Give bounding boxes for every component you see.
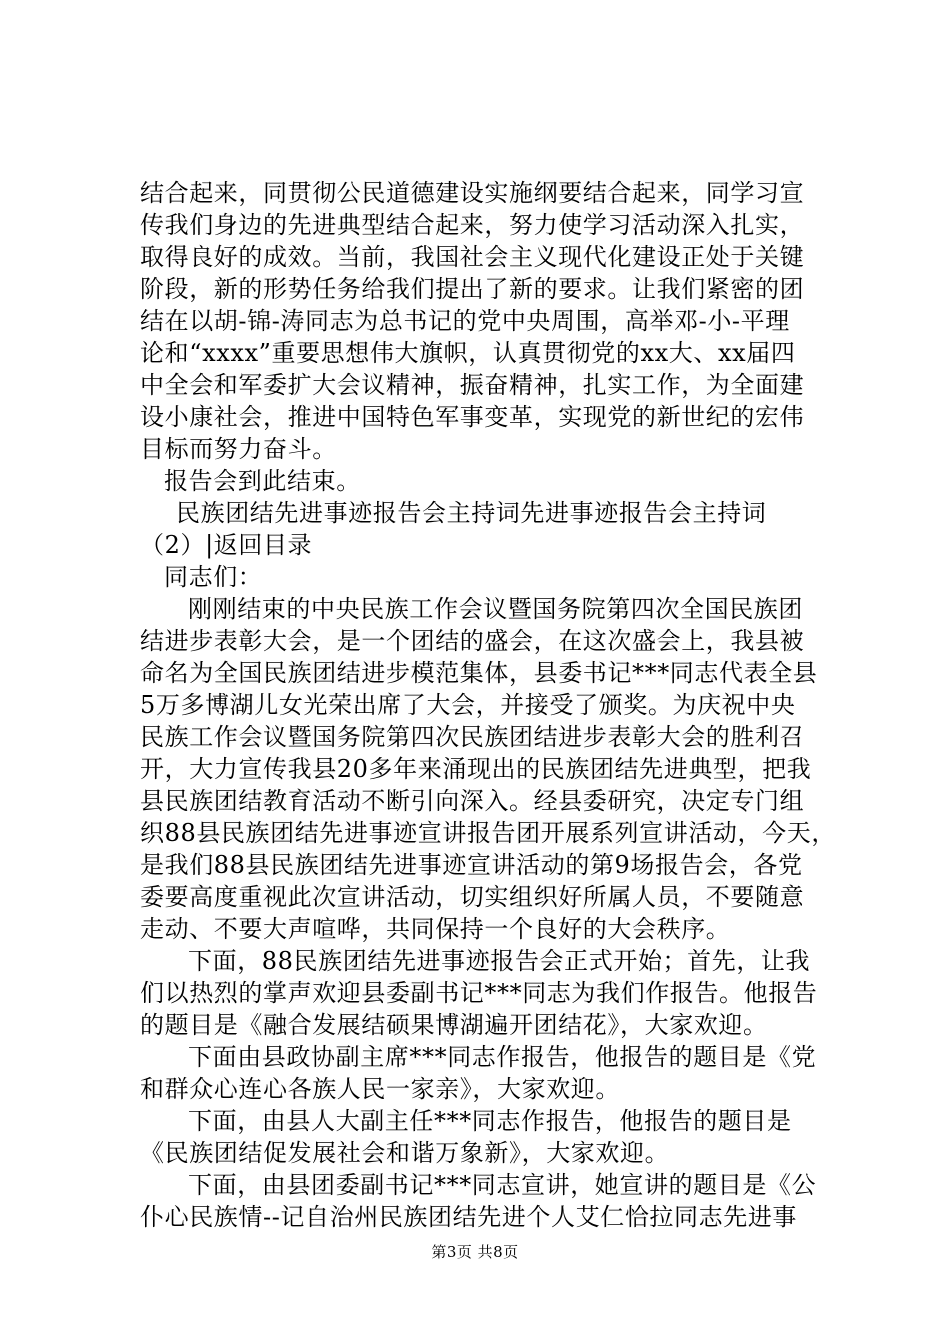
page-number-footer: 第3页 共8页	[431, 1243, 519, 1261]
text-line: 县民族团结教育活动不断引向深入。经县委研究，决定专门组	[140, 787, 805, 815]
text-line: 刚刚结束的中央民族工作会议暨国务院第四次全国民族团	[188, 595, 803, 623]
text-line: 《民族团结促发展社会和谐万象新》，大家欢迎。	[140, 1139, 670, 1167]
salutation: 同志们：	[164, 563, 263, 591]
text-line: 阶段，新的形势任务给我们提出了新的要求。让我们紧密的团	[140, 275, 805, 303]
text-line: 结进步表彰大会，是一个团结的盛会，在这次盛会上，我县被	[140, 627, 805, 655]
text-line: 下面由县政协副主席***同志作报告，他报告的题目是《党	[188, 1043, 817, 1071]
section-heading: 民族团结先进事迹报告会主持词先进事迹报告会主持词	[176, 499, 767, 527]
text-line: 的题目是《融合发展结硕果博湖遍开团结花》，大家欢迎。	[140, 1011, 768, 1039]
text-line: 结合起来，同贯彻公民道德建设实施纲要结合起来，同学习宣	[140, 179, 805, 207]
text-line: 走动、不要大声喧哗，共同保持一个良好的大会秩序。	[140, 915, 731, 943]
text-line: 仆心民族情--记自治州民族团结先进个人艾仁恰拉同志先进事	[140, 1203, 798, 1231]
document-body	[140, 177, 840, 1233]
text-line: 5万多博湖儿女光荣出席了大会，并接受了颁奖。为庆祝中央	[140, 691, 796, 719]
text-line: 下面，由县人大副主任***同志作报告，他报告的题目是	[188, 1107, 792, 1135]
text-line: 传我们身边的先进典型结合起来，努力使学习活动深入扎实，	[140, 211, 805, 239]
text-line: 取得良好的成效。当前，我国社会主义现代化建设正处于关键	[140, 243, 805, 271]
section-heading-continued: （2）|返回目录	[140, 531, 313, 559]
text-line: 是我们88县民族团结先进事迹宣讲活动的第9场报告会，各党	[140, 851, 803, 879]
text-line: 委要高度重视此次宣讲活动，切实组织好所属人员，不要随意	[140, 883, 805, 911]
text-line: 下面，由县团委副书记***同志宣讲，她宣讲的题目是《公	[188, 1171, 817, 1199]
text-line: 目标而努力奋斗。	[140, 435, 337, 463]
closing-line: 报告会到此结束。	[164, 467, 361, 495]
text-line: 设小康社会，推进中国特色军事变革，实现党的新世纪的宏伟	[140, 403, 805, 431]
text-line: 们以热烈的掌声欢迎县委副书记***同志为我们作报告。他报告	[140, 979, 818, 1007]
text-line: 民族工作会议暨国务院第四次民族团结进步表彰大会的胜利召	[140, 723, 805, 751]
text-line: 中全会和军委扩大会议精神，振奋精神，扎实工作，为全面建	[140, 371, 805, 399]
text-line: 织88县民族团结先进事迹宣讲报告团开展系列宣讲活动，今天，	[140, 819, 836, 847]
text-line: 结在以胡-锦-涛同志为总书记的党中央周围，高举邓-小-平理	[140, 307, 790, 335]
text-line: 下面，88民族团结先进事迹报告会正式开始；首先，让我	[188, 947, 811, 975]
text-line: 命名为全国民族团结进步模范集体，县委书记***同志代表全县	[140, 659, 818, 687]
text-line: 论和“xxxx”重要思想伟大旗帜，认真贯彻党的xx大、xx届四	[140, 339, 796, 367]
text-line: 和群众心连心各族人民一家亲》，大家欢迎。	[140, 1075, 620, 1103]
text-line: 开，大力宣传我县20多年来涌现出的民族团结先进典型，把我	[140, 755, 812, 783]
